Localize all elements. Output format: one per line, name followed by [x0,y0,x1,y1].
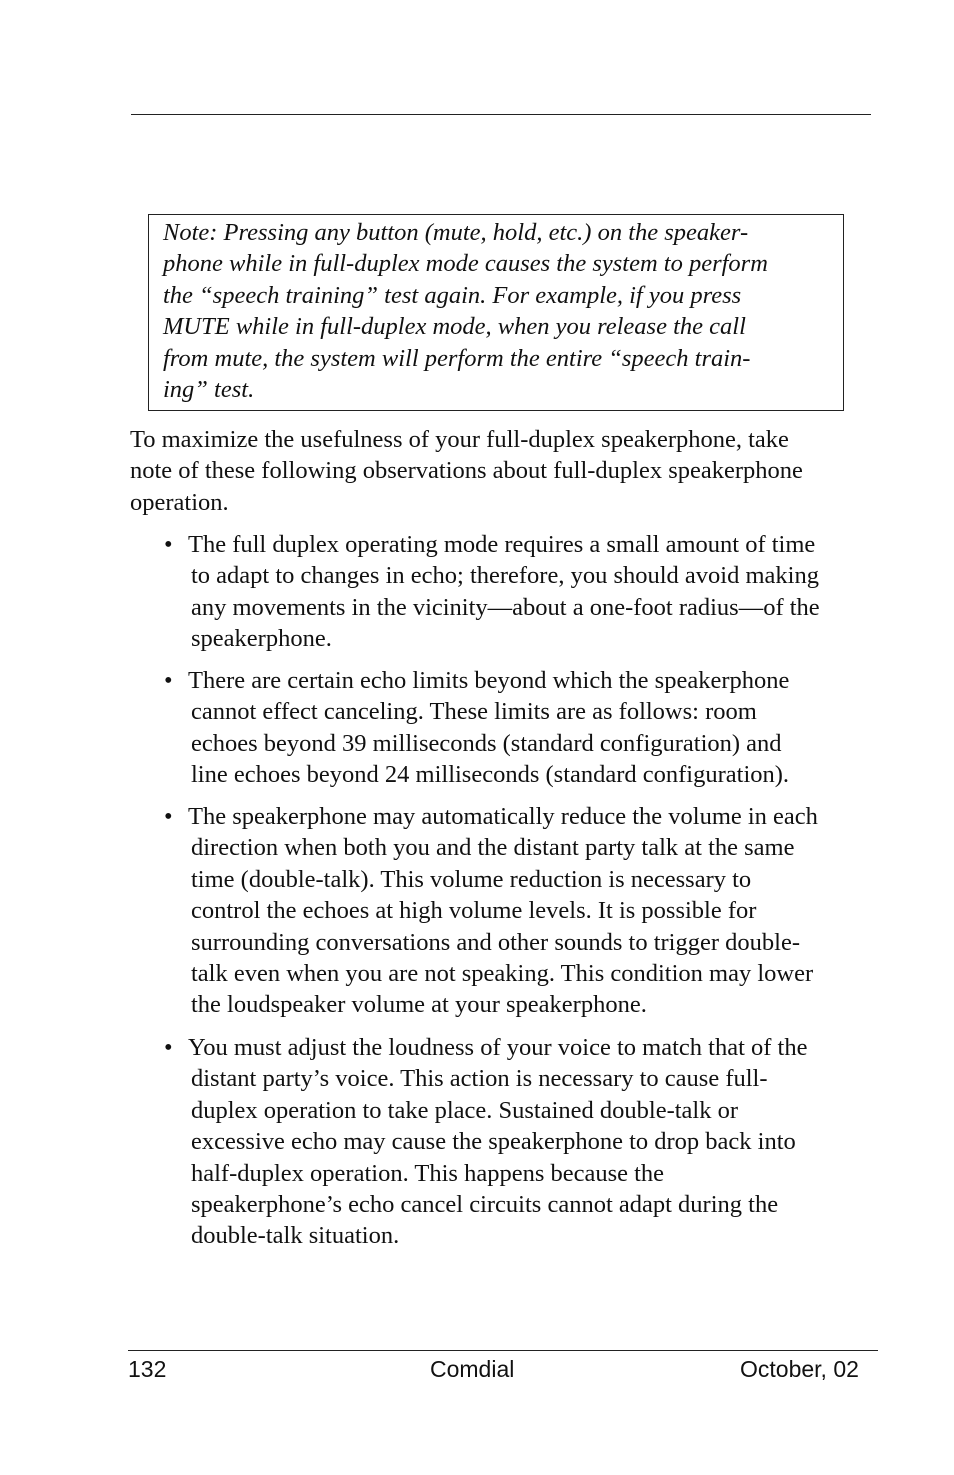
intro-line: operation. [130,488,229,516]
bullet-text: double-talk situation. [191,1222,400,1250]
intro-line: To maximize the usefulness of your full-duplex speakerphone, take [130,426,789,453]
bullet-text: speakerphone’s echo cancel circuits cannot adapt during the [191,1191,779,1219]
bullet-item-adapt-time [164,529,874,655]
bullet-text: echoes beyond 39 milliseconds (standard configuration) and [191,729,782,757]
bullet-text: half-duplex operation. This happens because the [191,1159,665,1187]
note-line: from mute, the system will perform the entire “speech train- [163,344,751,372]
footer-publisher: Comdial [430,1356,515,1382]
bullet-icon: • [164,667,173,694]
note-box [148,214,844,411]
note-line: ing” test. [163,376,255,404]
bullet-icon: • [164,803,173,830]
note-line: MUTE while in full-duplex mode, when you release the call [163,313,746,341]
bullet-text: distant party’s voice. This action is necessary to cause full- [191,1065,768,1093]
note-line: Note: Pressing any button (mute, hold, etc.) on the speaker- [163,219,749,246]
page-number: 132 [128,1356,167,1382]
bullet-text: The speakerphone may automatically reduce the volume in each [188,803,818,830]
bullet-text: any movements in the vicinity—about a one-foot radius—of the [191,593,820,621]
bullet-item-voice-loudness [164,1032,874,1252]
note-line: phone while in full-duplex mode causes the system to perform [163,250,768,278]
bullet-text: control the echoes at high volume levels. It is possible for [191,897,757,925]
bullet-text: the loudspeaker volume at your speakerphone. [191,991,647,1019]
bullet-text: line echoes beyond 24 milliseconds (standard configuration). [191,761,790,789]
bullet-item-volume-reduction [164,801,874,1021]
intro-line: note of these following observations about full-duplex speakerphone [130,457,803,485]
footer-date: October, 02 [740,1356,859,1382]
header-rule [131,114,871,115]
bullet-icon: • [164,1034,173,1061]
footer-rule [128,1350,878,1351]
bullet-icon: • [164,531,173,558]
bullet-text: duplex operation to take place. Sustained double-talk or [191,1096,739,1124]
bullet-text: speakerphone. [191,625,332,653]
bullet-text: The full duplex operating mode requires a small amount of time [188,531,816,558]
bullet-text: cannot effect canceling. These limits are as follows: room [191,698,757,726]
bullet-text: There are certain echo limits beyond which the speakerphone [188,667,790,694]
bullet-text: to adapt to changes in echo; therefore, you should avoid making [191,562,819,590]
bullet-text: surrounding conversations and other sounds to trigger double- [191,928,800,956]
intro-paragraph [130,424,870,518]
bullet-text: direction when both you and the distant party talk at the same [191,834,795,862]
bullet-text: time (double-talk). This volume reduction is necessary to [191,865,752,893]
note-line: the “speech training” test again. For example, if you press [163,281,742,309]
bullet-text: You must adjust the loudness of your voice to match that of the [188,1034,808,1061]
bullet-text: excessive echo may cause the speakerphone to drop back into [191,1128,796,1156]
bullet-text: talk even when you are not speaking. This condition may lower [191,960,814,988]
bullet-item-echo-limits [164,665,874,791]
